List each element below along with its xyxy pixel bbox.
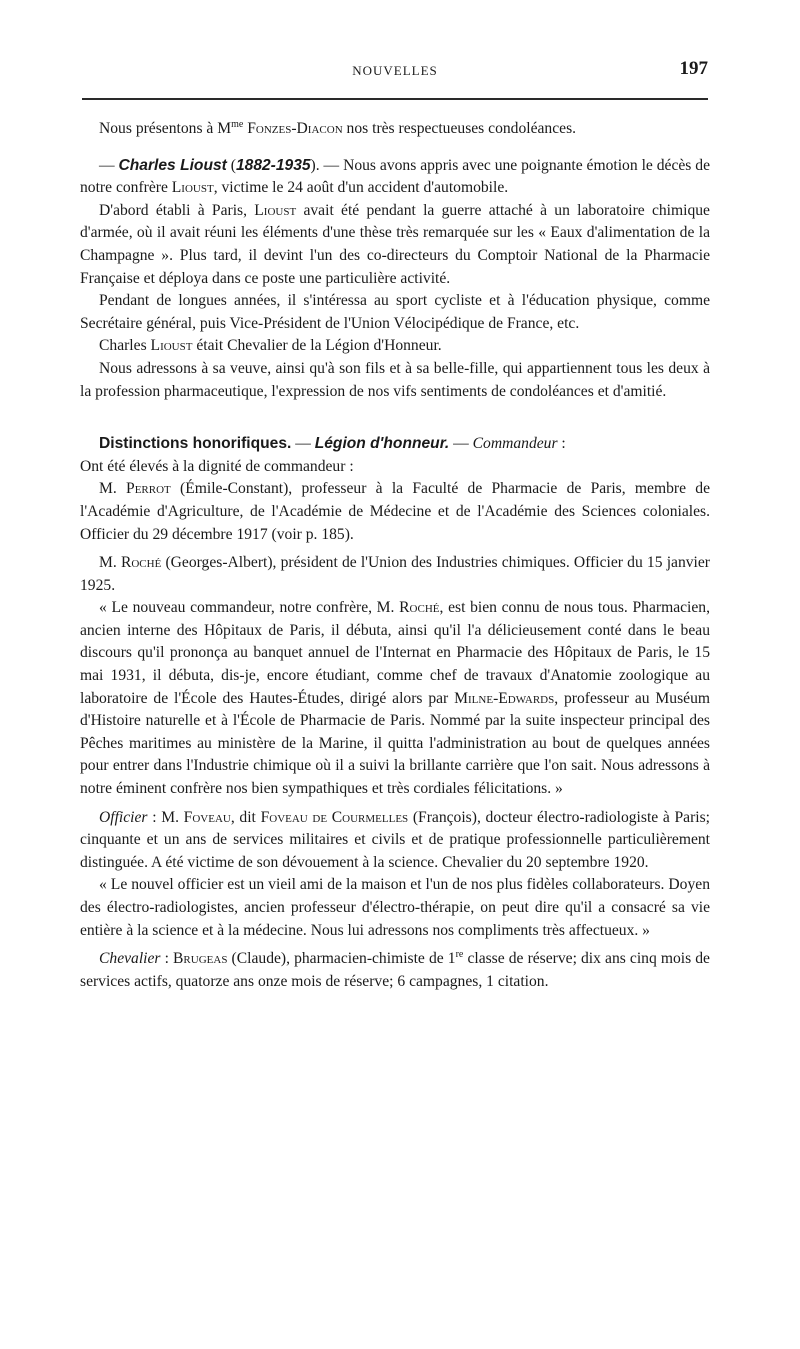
- page-header: [80, 58, 710, 88]
- brugeas-paragraph: Chevalier : Brugeas (Claude), pharmacien-chimiste de 1re classe de réserve; dix ans cinq mois de services actifs, quatorze ans onze mois de réserve; 6 campagnes, 1 citation.: [80, 949, 710, 990]
- obituary-honour-paragraph: Charles Lioust était Chevalier de la Légion d'Honneur.: [99, 337, 442, 355]
- foveau-quote-paragraph: « Le nouvel officier est un vieil ami de la maison et l'un de nos plus fidèles collaborateurs. Doyen des électro-radiologistes, ancien professeur d'électro-thérapie, on peut dire qu'il a consacré sa vie entière à la science et à la médecine. Nous lui adressons nos compliments très affectueux. »: [80, 876, 710, 939]
- condolences-paragraph: Nous présentons à $M^{me}$ Fonzes-Diacon nos très respectueuses condoléances.: [99, 118, 577, 137]
- header-rule: [82, 98, 708, 100]
- obituary-dates: 1882-1935: [235, 156, 311, 174]
- obituary-condolences-paragraph: Nous adressons à sa veuve, ainsi qu'à son fils et à sa belle-fille, qui appartiennent tous les deux à la profession pharmaceutique, l'expression de nos vifs sentiments de condoléances et d'amitié.: [80, 359, 710, 400]
- commandeur-intro: Ont été élevés à la dignité de commandeur :: [80, 457, 354, 475]
- obituary-name: Charles Lioust: [118, 156, 227, 174]
- roche-quote-paragraph: « Le nouveau commandeur, notre confrère, M. Roché, est bien connu de nous tous. Pharmacien, ancien interne des Hôpitaux de Paris, il débuta, ainsi qu'il l'a délicieusement conté dans le beau discours qu'il prononça au banquet annuel de l'Internat en Pharmacie des Hôpitaux de Paris, le 15 mai 1931, il débuta, dis-je, encore étudiant, comme chef de travaux d'Anatomie zoologique au laboratoire de l'École des Hautes-Études, dirigé alors par Milne-Edwards, professeur au Muséum d'Histoire naturelle et à l'École de Pharmacie de Paris. Nommé par la suite inspecteur principal des Pêches maritimes au ministère de la Marine, il quitta l'administration au bout de quelques années pour entrer dans l'Industrie chimique où il a suivi la brillante carrière que l'on sait. Nous adressons à notre éminent confrère nos bien sympathiques et très cordiales félicitations. »: [80, 599, 711, 798]
- distinctions-heading: Distinctions honorifiques. — Légion d'honneur. — Commandeur :: [99, 435, 566, 453]
- obituary-paragraph: — Charles Lioust (1882-1935). — Nous avons appris avec une poignante émotion le décès de notre confrère Lioust, victime le 24 août d'un accident d'automobile.: [80, 156, 710, 197]
- article-body: [80, 118, 710, 993]
- person-name: Fonzes-Diacon: [247, 120, 343, 137]
- perrot-paragraph: M. Perrot (Émile-Constant), professeur à la Faculté de Pharmacie de Paris, membre de l'Académie d'Agriculture, de l'Académie de Médecine et de l'Académie des Sciences coloniales. Officier du 29 décembre 1917 (voir p. 185).: [80, 480, 710, 543]
- running-title: NOUVELLES: [352, 63, 438, 78]
- foveau-paragraph: Officier : M. Foveau, dit Foveau de Courmelles (François), docteur électro-radiologiste à Paris; cinquante et un ans de services militaires et civils et de pratique professionnelle particulièrement distinguée. A été victime de son dévouement à la science. Chevalier du 20 septembre 1920.: [80, 808, 710, 871]
- roche-paragraph: M. Roché (Georges-Albert), président de l'Union des Industries chimiques. Officier du 15 janvier 1925.: [80, 554, 710, 594]
- obituary-sport-paragraph: Pendant de longues années, il s'intéressa au sport cycliste et à l'éducation physique, comme Secrétaire général, puis Vice-Président de l'Union Vélocipédique de France, etc.: [80, 292, 710, 332]
- obituary-career-paragraph: D'abord établi à Paris, Lioust avait été pendant la guerre attaché à un laboratoire chimique d'armée, où il avait réuni les éléments d'une thèse très remarquée sur les « Eaux d'alimentation de la Champagne ». Plus tard, il devint l'un des co-directeurs du Comptoir National de la Pharmacie Française et déploya dans ce poste une particulière activité.: [80, 201, 710, 287]
- page-number: 197: [679, 58, 708, 79]
